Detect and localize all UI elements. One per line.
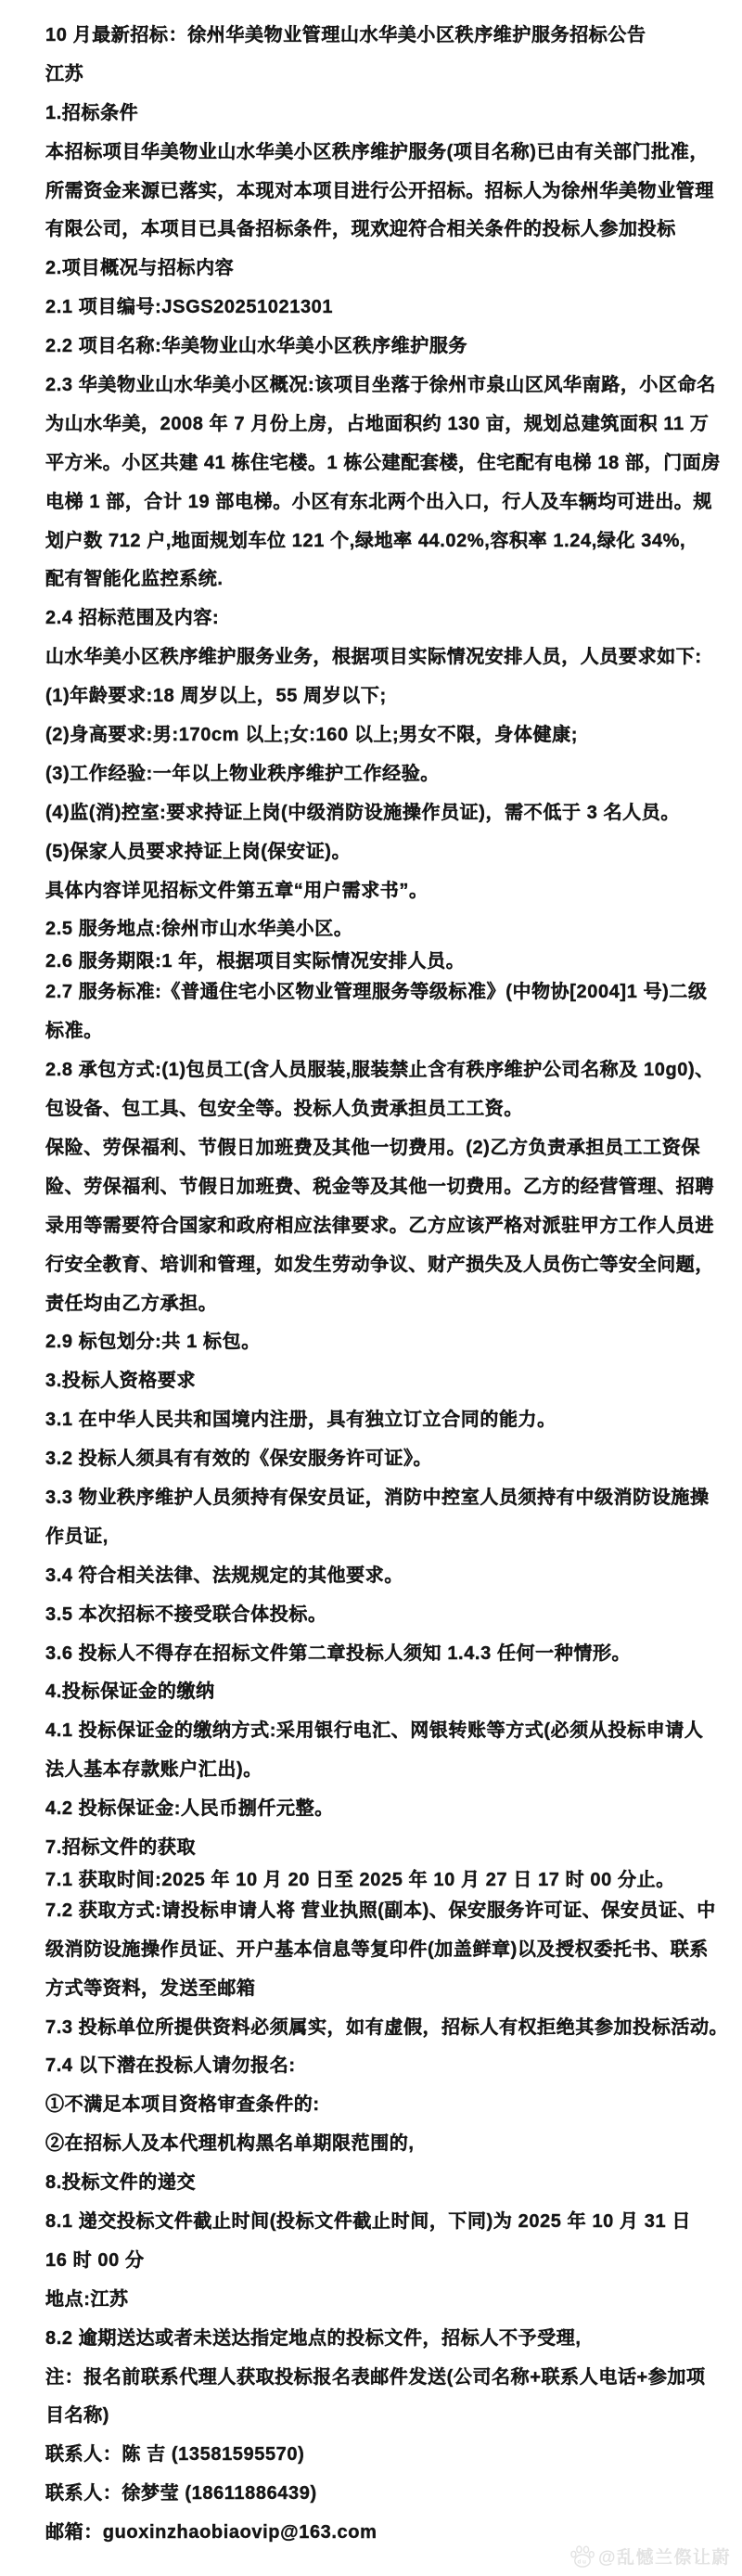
document-line: 级消防设施操作员证、开户基本信息等复印件(加盖鲜章)以及授权委托书、联系 <box>45 1938 709 1960</box>
document-line: 7.招标文件的获取 <box>45 1836 197 1858</box>
document-line: 2.5 服务地点:徐州市山水华美小区。 <box>45 919 353 940</box>
document-line: 4.1 投标保证金的缴纳方式:采用银行电汇、网银转账等方式(必须从投标申请人 <box>45 1720 704 1742</box>
document-line: 有限公司，本项目已具备招标条件，现欢迎符合相关条件的投标人参加投标 <box>45 219 676 240</box>
document-line: 8.1 递交投标文件截止时间(投标文件截止时间，下同)为 2025 年 10 月 31 日 <box>45 2210 692 2232</box>
document-line: 1.招标条件 <box>45 102 139 123</box>
document-line: (2)身高要求:男:170cm 以上;女:160 以上;男女不限，身体健康; <box>45 725 578 746</box>
document-line: 行安全教育、培训和管理，如发生劳动争议、财产损失及人员伤亡等安全问题， <box>45 1254 714 1275</box>
document-line: (4)监(消)控室:要求持证上岗(中级消防设施操作员证)，需不低于 3 名人员。 <box>45 802 680 823</box>
document-line: ②在招标人及本代理机构黑名单期限范围的, <box>45 2133 415 2155</box>
document-line: ①不满足本项目资格审查条件的: <box>45 2094 320 2116</box>
document-title: 10 月最新招标：徐州华美物业管理山水华美小区秩序维护服务招标公告 <box>45 25 646 45</box>
document-line: 为山水华美，2008 年 7 月份上房，占地面积约 130 亩，规划总建筑面积 11 万 <box>45 413 710 434</box>
document-line: 2.项目概况与招标内容 <box>45 258 235 279</box>
document-line: 江苏 <box>45 63 84 84</box>
document-line: (3)工作经验:一年以上物业秩序维护工作经验。 <box>45 763 440 784</box>
document-line: 7.2 获取方式:请投标申请人将 营业执照(副本)、保安服务许可证、保安员证、中 <box>45 1900 716 1921</box>
document-line: 平方米。小区共建 41 栋住宅楼。1 栋公建配套楼，住宅配有电梯 18 部，门面房 <box>45 452 721 473</box>
document-line: 所需资金来源已落实，本现对本项目进行公开招标。招标人为徐州华美物业管理 <box>45 180 714 201</box>
document-line: 8.投标文件的递交 <box>45 2172 197 2194</box>
document-line: 7.3 投标单位所提供资料必须属实，如有虚假，招标人有权拒绝其参加投标活动。 <box>45 2016 729 2038</box>
watermark <box>569 2544 731 2569</box>
document-line: 7.4 以下潜在投标人请勿报名: <box>45 2055 296 2077</box>
document-line: 3.1 在中华人民共和国境内注册，具有独立订立合同的能力。 <box>45 1410 556 1431</box>
document-line: 4.2 投标保证金:人民币捌仟元整。 <box>45 1798 334 1820</box>
document-line: 划户数 712 户,地面规划车位 121 个,绿地率 44.02%,容积率 1.24,绿化 34%, <box>45 530 686 551</box>
document-line: 2.8 承包方式:(1)包员工(含人员服装,服装禁止含有秩序维护公司名称及 10g0)、 <box>45 1060 714 1081</box>
document-line: 法人基本存款账户汇出)。 <box>45 1759 262 1781</box>
document-line: (5)保家人员要求持证上岗(保安证)。 <box>45 841 352 862</box>
document-line: 邮箱：guoxinzhaobiaovip@163.com <box>45 2522 377 2544</box>
document-line: 2.9 标包划分:共 1 标包。 <box>45 1332 261 1353</box>
document-line: 3.6 投标人不得存在招标文件第二章投标人须知 1.4.3 任何一种情形。 <box>45 1642 632 1664</box>
document-line: 3.2 投标人须具有有效的《保安服务许可证》。 <box>45 1449 433 1470</box>
watermark-text: @乱憾兰傺让蔚 <box>597 2548 731 2568</box>
document-line: 方式等资料，发送至邮箱 <box>45 1977 256 1999</box>
document-line: 16 时 00 分 <box>45 2249 145 2271</box>
document-line: 3.5 本次招标不接受联合体投标。 <box>45 1604 327 1625</box>
document-line: 山水华美小区秩序维护服务业务，根据项目实际情况安排人员，人员要求如下: <box>45 647 702 668</box>
document-line: 本招标项目华美物业山水华美小区秩序维护服务(项目名称)已由有关部门批准， <box>45 141 709 162</box>
document-line: (1)年龄要求:18 周岁以上，55 周岁以下; <box>45 686 387 707</box>
baidu-paw-icon <box>569 2544 595 2569</box>
document-line: 3.4 符合相关法律、法规规定的其他要求。 <box>45 1565 403 1586</box>
document-line: 目名称) <box>45 2405 110 2427</box>
document-line: 注：报名前联系代理人获取投标报名表邮件发送(公司名称+联系人电话+参加项 <box>45 2366 706 2388</box>
document-line: 配有智能化监控系统. <box>45 569 224 590</box>
document-line: 包设备、包工具、包安全等。投标人负责承担员工工资。 <box>45 1099 523 1120</box>
document-line: 联系人：徐梦莹 (18611886439) <box>45 2483 317 2505</box>
document-line: 3.投标人资格要求 <box>45 1371 197 1392</box>
document-line: 联系人：陈 吉 (13581595570) <box>45 2444 305 2466</box>
document-line: 2.3 华美物业山水华美小区概况:该项目坐落于徐州市泉山区风华南路，小区命名 <box>45 375 716 396</box>
document-line: 2.1 项目编号:JSGS20251021301 <box>45 297 334 318</box>
document-line: 3.3 物业秩序维护人员须持有保安员证，消防中控室人员须持有中级消防设施操 <box>45 1487 710 1508</box>
document-line: 地点:江苏 <box>45 2288 129 2310</box>
document-line: 2.7 服务标准:《普通住宅小区物业管理服务等级标准》(中物协[2004]1 号)二级 <box>45 982 708 1003</box>
document-line: 2.6 服务期限:1 年，根据项目实际情况安排人员。 <box>45 951 466 972</box>
document-line: 具体内容详见招标文件第五章“用户需求书”。 <box>45 880 429 901</box>
document-line: 险、劳保福利、节假日加班费、税金等及其他一切费用。乙方的经营管理、招聘 <box>45 1176 714 1197</box>
document-line: 保险、劳保福利、节假日加班费及其他一切费用。(2)乙方负责承担员工工资保 <box>45 1137 701 1158</box>
document-line: 录用等需要符合国家和政府相应法律要求。乙方应该严格对派驻甲方工作人员进 <box>45 1215 714 1236</box>
document-line: 7.1 获取时间:2025 年 10 月 20 日至 2025 年 10 月 27 日 17 时 00 分止。 <box>45 1869 675 1890</box>
paw-icon-du-label: du <box>577 2558 588 2565</box>
document-line: 2.2 项目名称:华美物业山水华美小区秩序维护服务 <box>45 336 468 357</box>
document-line: 责任均由乙方承担。 <box>45 1293 218 1314</box>
document-line: 标准。 <box>45 1021 103 1042</box>
document-body <box>45 17 729 2553</box>
document-line: 作员证, <box>45 1526 109 1547</box>
document-line: 4.投标保证金的缴纳 <box>45 1681 215 1703</box>
document-line: 2.4 招标范围及内容: <box>45 608 220 629</box>
document-line: 电梯 1 部，合计 19 部电梯。小区有东北两个出入口，行人及车辆均可进出。规 <box>45 491 712 512</box>
document-line: 8.2 逾期送达或者未送达指定地点的投标文件，招标人不予受理, <box>45 2327 582 2349</box>
